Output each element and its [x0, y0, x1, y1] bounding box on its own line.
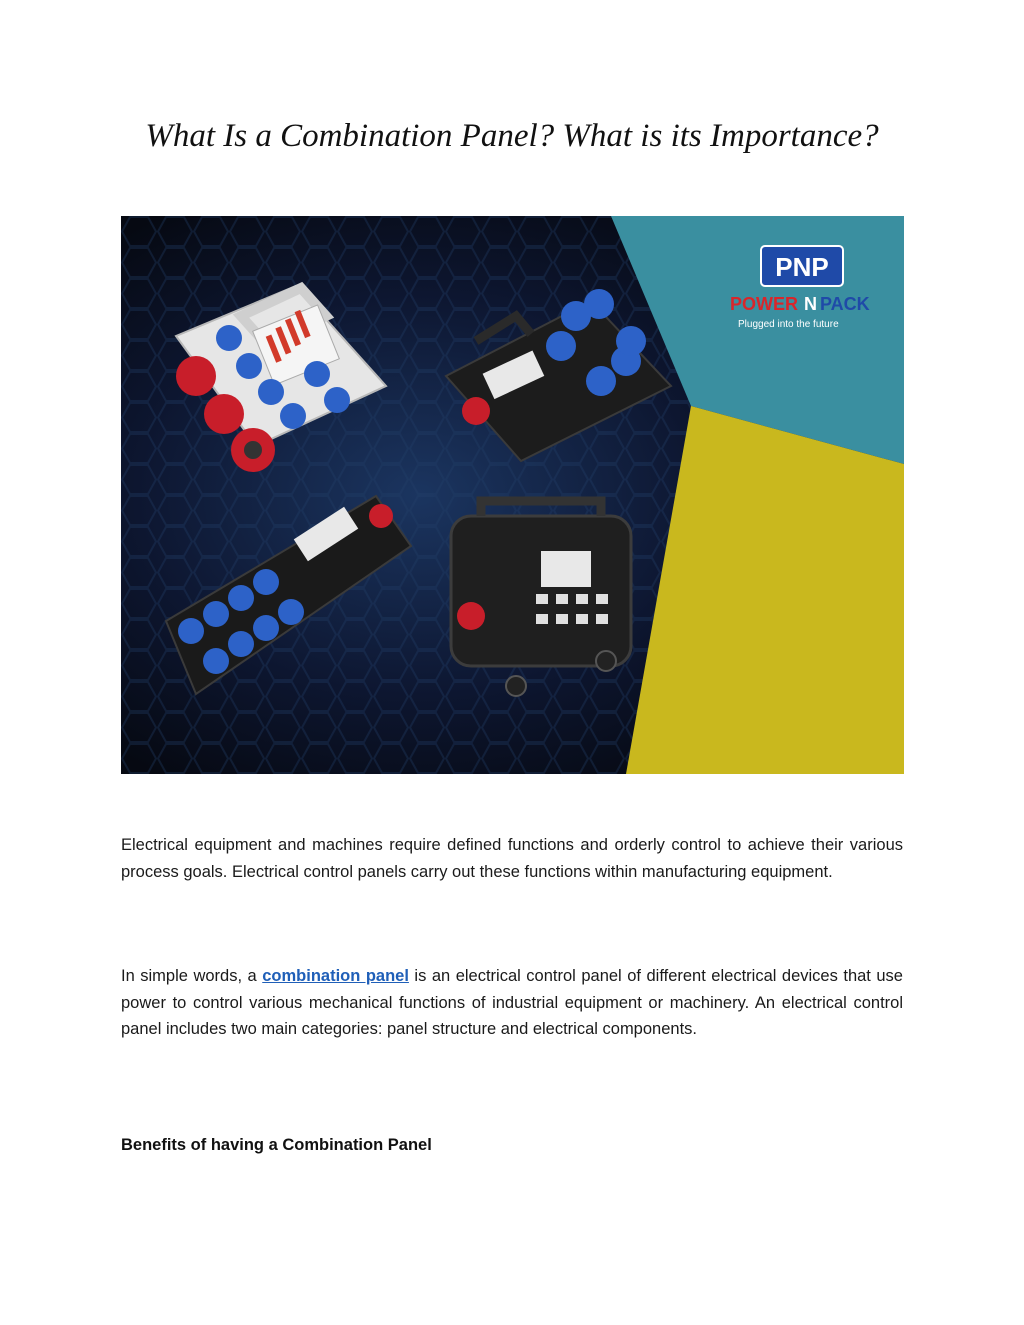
definition-rest: is an electrical control panel of different electrical devices that use power to control various mechanical functions of industrial equipment or machinery. An electrical control panel includes two main categories: panel structure and electrical components.: [121, 967, 903, 1038]
logo-mark: PNP: [775, 252, 829, 282]
portable-cart-panel: [451, 501, 631, 696]
logo-name-left: POWER: [730, 294, 799, 314]
definition-lead: In simple words, a: [121, 967, 263, 985]
combination-panel-link[interactable]: combination panel: [262, 967, 409, 985]
definition-paragraph: [121, 963, 903, 1043]
intro-paragraph: Electrical equipment and machines require defined functions and orderly control to achieve their various process goals. Electrical control panels carry out these functions within manufacturing equipment.: [121, 836, 903, 881]
logo-name-n: N: [804, 294, 817, 314]
hero-illustration: [121, 216, 904, 774]
hero-image: [121, 216, 904, 774]
article-title: What Is a Combination Panel? What is its Importance?: [145, 118, 879, 154]
logo-name-right: PACK: [820, 294, 870, 314]
logo-tagline: Plugged into the future: [738, 319, 839, 330]
benefits-heading: Benefits of having a Combination Panel: [121, 1136, 432, 1154]
